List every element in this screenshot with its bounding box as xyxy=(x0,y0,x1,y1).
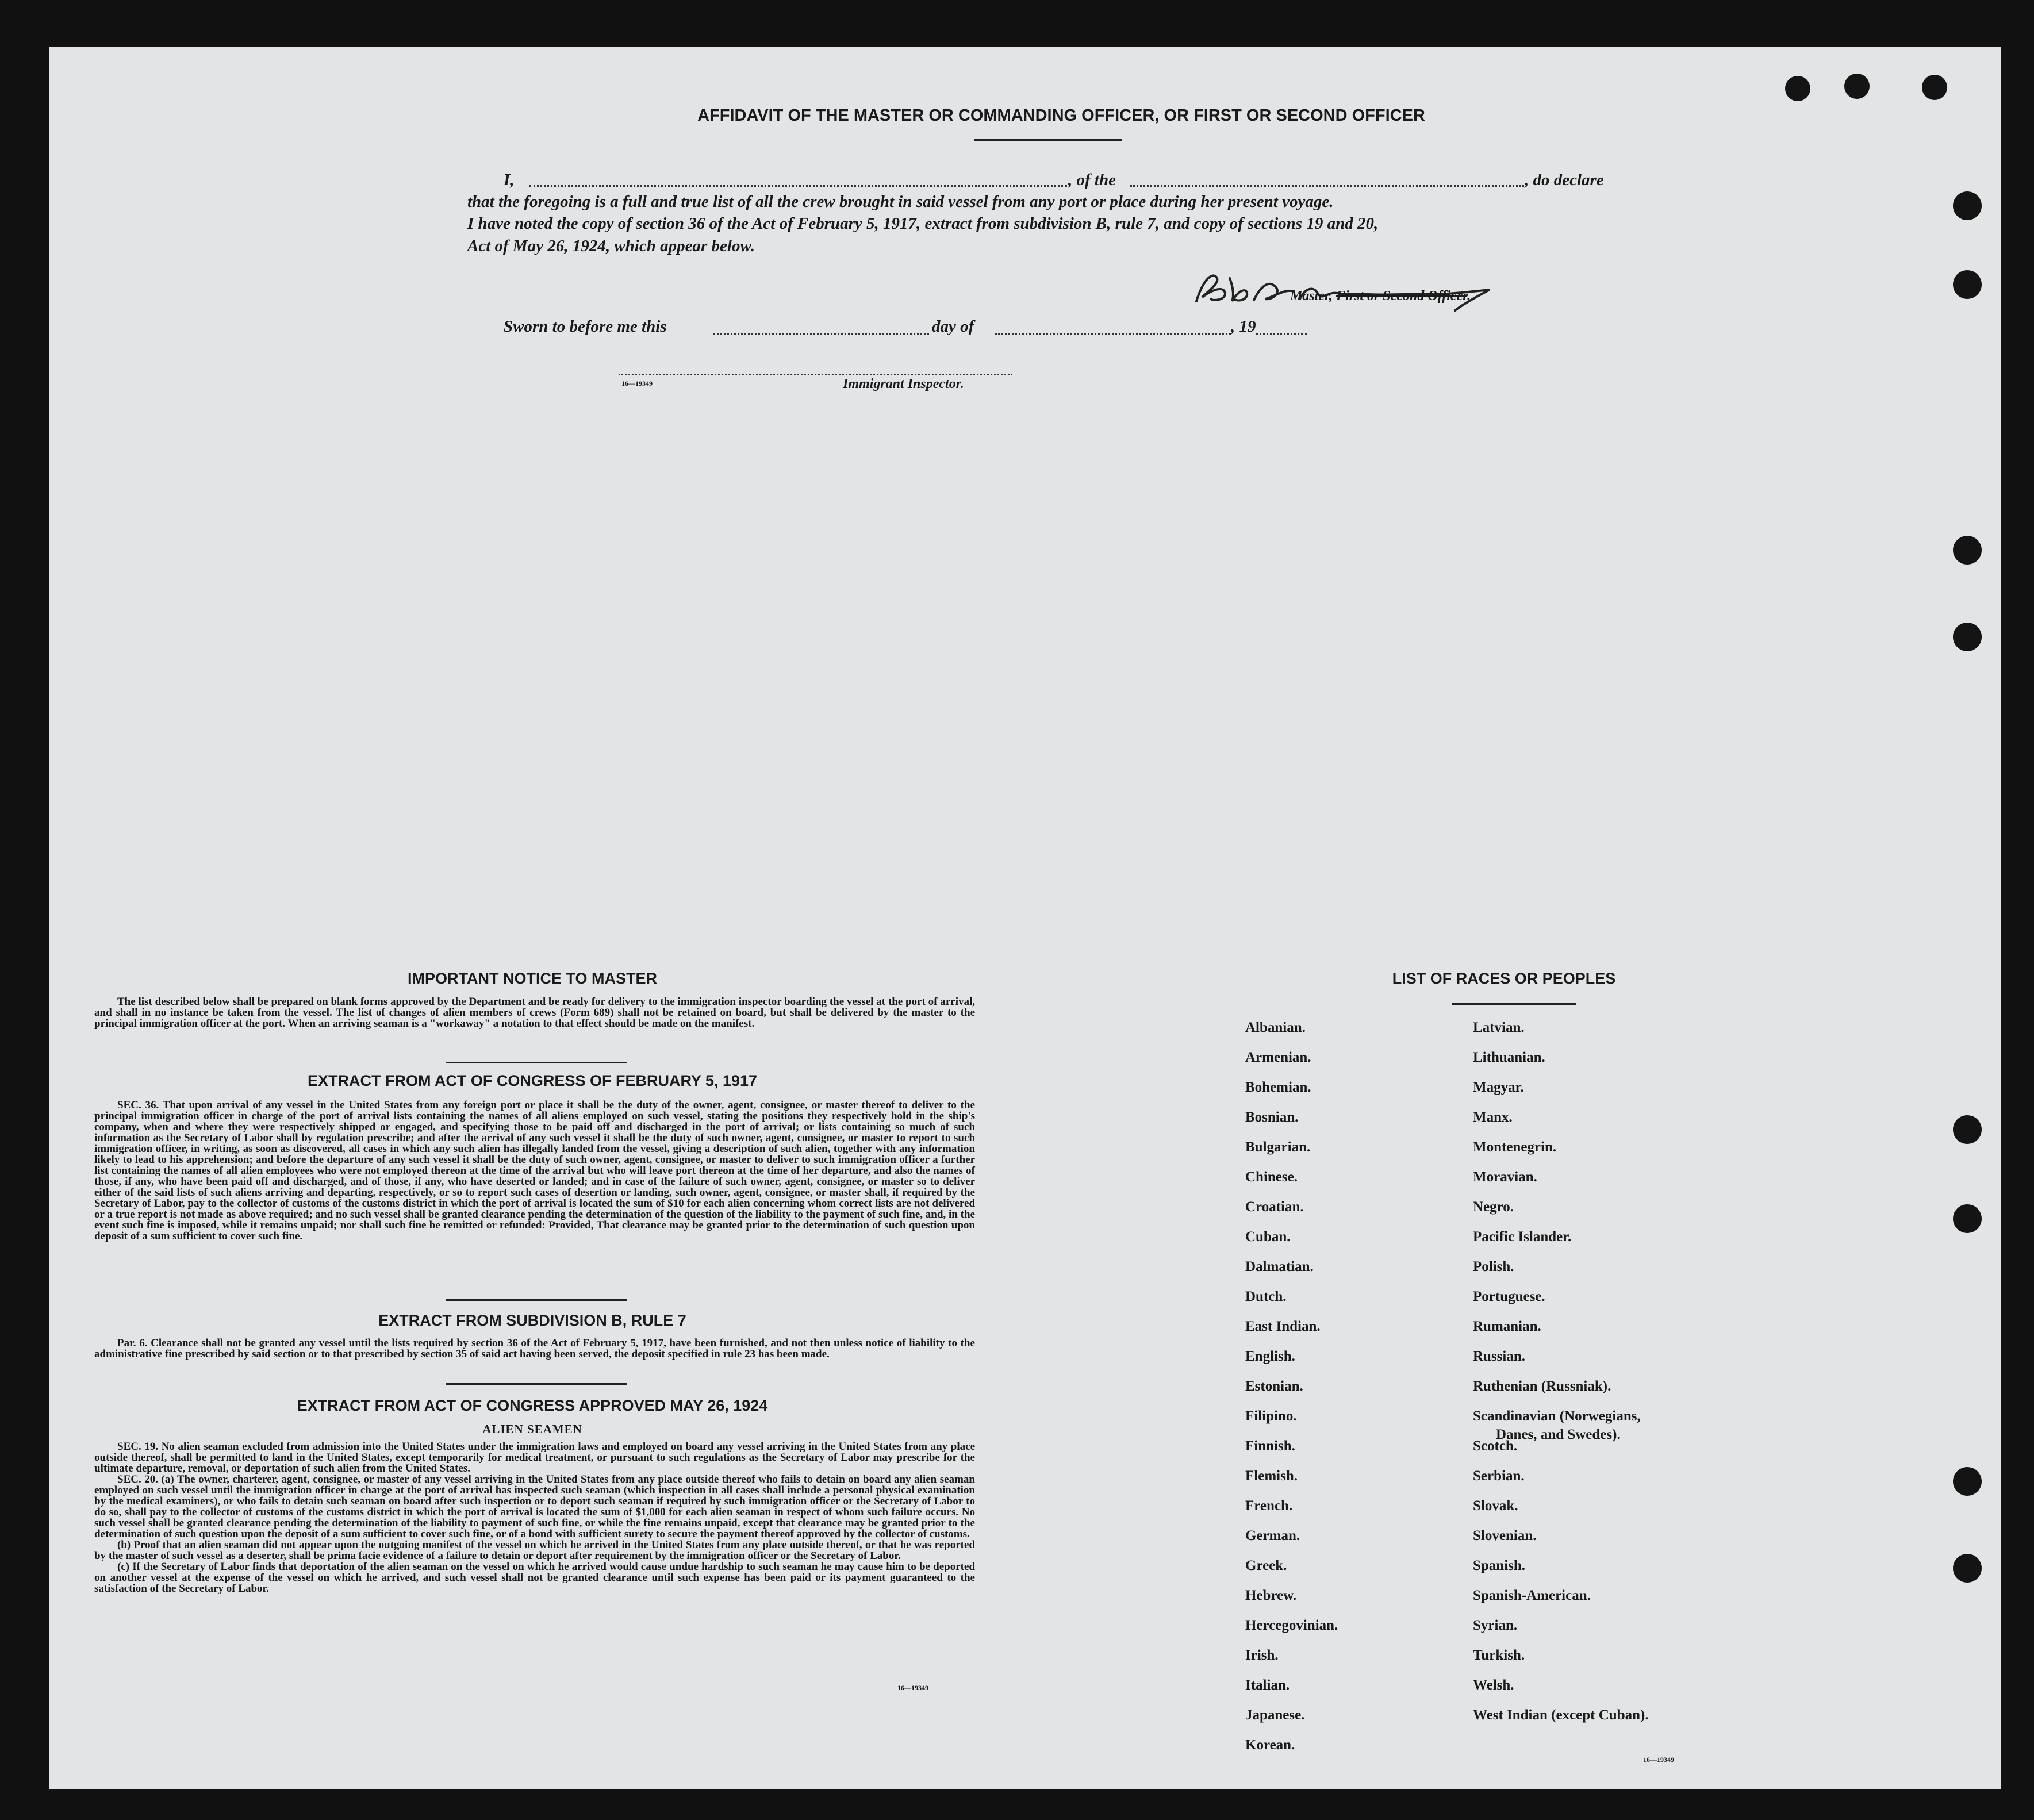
punch-hole xyxy=(1953,536,1982,565)
race-item: Montenegrin. xyxy=(1473,1139,1557,1155)
sworn-year-field[interactable] xyxy=(1256,333,1307,335)
title-divider xyxy=(974,139,1122,141)
extract-1924-subtitle: ALIEN SEAMEN xyxy=(482,1422,582,1436)
race-item: Pacific Islander. xyxy=(1473,1229,1572,1245)
race-item: Korean. xyxy=(1245,1737,1295,1753)
rule7-body: Par. 6. Clearance shall not be granted any vessel until the lists required by section 36 of the Act of February 5, 1917, have been furnished, and not then unless notice of liability to the administrative fine prescribed by said section or to that prescribed by section 35 of said act having been served, the deposit specified in rule 23 has been made. xyxy=(94,1337,975,1360)
race-item: Japanese. xyxy=(1245,1707,1305,1723)
race-item: Filipino. xyxy=(1245,1408,1297,1424)
race-item: Syrian. xyxy=(1473,1618,1518,1633)
declarant-name-field[interactable] xyxy=(529,185,1067,187)
race-item: French. xyxy=(1245,1498,1293,1514)
affidavit-line-3: I have noted the copy of section 36 of the Act of February 5, 1917, extract from subdivision B, rule 7, and copy of sections 19 and 20, xyxy=(467,214,1379,233)
race-item: Bohemian. xyxy=(1245,1080,1311,1095)
extract-form-number: 16—19349 xyxy=(897,1684,928,1692)
punch-hole xyxy=(1953,1204,1982,1233)
race-item: Russian. xyxy=(1473,1349,1526,1364)
sworn-label: Sworn to before me this xyxy=(504,317,667,336)
extract-1924-body xyxy=(94,1441,975,1594)
race-item: Hercegovinian. xyxy=(1245,1618,1338,1633)
race-item: Moravian. xyxy=(1473,1169,1537,1185)
declare-label: , do declare xyxy=(1525,171,1604,189)
race-item: Slovak. xyxy=(1473,1498,1518,1514)
race-item: Lithuanian. xyxy=(1473,1050,1545,1065)
race-item: Irish. xyxy=(1245,1648,1279,1663)
rule7-title: EXTRACT FROM SUBDIVISION B, RULE 7 xyxy=(378,1312,686,1329)
notice-title: IMPORTANT NOTICE TO MASTER xyxy=(408,970,657,987)
races-divider xyxy=(1452,1003,1576,1005)
day-of-label: day of xyxy=(932,317,974,336)
section-19: SEC. 19. No alien seaman excluded from admission into the United States under the immigration laws and employed on board any vessel arriving in the United States from any place outside thereof, shall be permitted to land in the United States, except temporarily for medical treatment, or pursuant to such regulations as the Secretary of Labor may prescribe for the ultimate departure, removal, or deportation of such alien from the United States. xyxy=(94,1441,975,1475)
race-item: Welsh. xyxy=(1473,1677,1514,1693)
year-prefix-label: , 19 xyxy=(1231,317,1256,336)
race-item: Croatian. xyxy=(1245,1199,1304,1215)
race-item: Latvian. xyxy=(1473,1020,1525,1035)
section-20a: SEC. 20. (a) The owner, charterer, agent, consignee, or master of any vessel arriving in the United States from any place outside thereof who fails to detain on board any alien seaman employed on such vessel until the immigration officer in charge at the port of arrival has inspected such seaman (which inspection in all cases shall include a personal physical examination by the medical examiners), or who fails to detain such seaman on board after such inspection or to deport such seaman if required by such immigration officer or the Secretary of Labor to do so, shall pay to the collector of customs of the customs district in which the port of arrival is located the sum of $1,000 for each alien seaman in respect of whom such failure occurs. No such vessel shall be granted clearance pending the determination of the liability to payment of such fine, or while the fine remains unpaid, except that clearance may be granted prior to the determination of such question upon the deposit of a sum sufficient to cover such fine, or of a bond with sufficient surety to secure the payment thereof approved by the collector of customs. xyxy=(94,1473,975,1540)
race-item: Bulgarian. xyxy=(1245,1139,1311,1155)
sworn-day-field[interactable] xyxy=(713,333,929,335)
section-20b: (b) Proof that an alien seaman did not appear upon the outgoing manifest of the vessel on which he arrived in the United States from any place outside thereof, or that he was reported by the master of such vessel as a deserter, shall be prima facie evidence of a failure to detain or deport after requirement by the immigration officer or the Secretary of Labor. xyxy=(94,1539,975,1562)
race-item: Serbian. xyxy=(1473,1468,1525,1484)
race-item: Turkish. xyxy=(1473,1648,1525,1663)
signature-caption: Master, First or Second Officer. xyxy=(1290,289,1471,304)
race-item: English. xyxy=(1245,1349,1295,1364)
race-item: Magyar. xyxy=(1473,1080,1524,1095)
race-item: Flemish. xyxy=(1245,1468,1298,1484)
divider-3 xyxy=(446,1383,627,1385)
extract-1917-title: EXTRACT FROM ACT OF CONGRESS OF FEBRUARY 5, 1917 xyxy=(307,1072,758,1089)
punch-hole xyxy=(1953,191,1982,220)
race-item: Albanian. xyxy=(1245,1020,1306,1035)
race-item: Scandinavian (Norwegians, xyxy=(1473,1408,1641,1424)
race-item: Rumanian. xyxy=(1473,1319,1541,1334)
extract-1917-body: SEC. 36. That upon arrival of any vessel in the United States from any foreign port or place it shall be the duty of the owner, agent, consignee, or master thereof to deliver to the principal immigration officer in charge of the port of arrival lists containing the names of all aliens employed on such vessel, stating the positions they respectively hold in the ship's company, when and where they were respectively shipped or engaged, and specifying those to be paid off and discharged in the port of arrival; or lists containing so much of such information as the Secretary of Labor shall by regulation prescribe; and after the arrival of any such vessel it shall be the duty of such owner, agent, consignee, or master to report to such immigration officer, in writing, as soon as discovered, all cases in which any such alien has illegally landed from the vessel, giving a description of such alien, together with any information likely to lead to his apprehension; and before the departure of any such vessel it shall be the duty of such owner, agent, consignee, or master to deliver to such immigration officer a further list containing the names of all alien employees who were not employed thereon at the time of the arrival but who will leave port thereon at the time of her departure, and also the names of those, if any, who have been paid off and discharged, and of those, if any, who have deserted or landed; and in case of the failure of such owner, agent, consignee, or master so to deliver either of the said lists of such aliens arriving and departing, respectively, or so to report such cases of desertion or landing, such owner, agent, consignee, or master shall, if required by the Secretary of Labor, pay to the collector of customs of the customs district in which the port of arrival is located the sum of $10 for each alien concerning whom correct lists are not delivered or a true report is not made as above required; and no such vessel shall be granted clearance pending the determination of the question of the liability to the payment of such fine, and, in the event such fine is imposed, while it remains unpaid; nor shall such fine be remitted or refunded: Provided, That clearance may be granted prior to the determination of such question upon deposit of a sum sufficient to cover such fine. xyxy=(94,1099,975,1242)
race-item: West Indian (except Cuban). xyxy=(1473,1707,1649,1723)
race-item: Bosnian. xyxy=(1245,1109,1299,1125)
affidavit-title: AFFIDAVIT OF THE MASTER OR COMMANDING OFFICER, OR FIRST OR SECOND OFFICER xyxy=(697,106,1425,125)
sworn-month-field[interactable] xyxy=(995,333,1231,335)
race-item: Chinese. xyxy=(1245,1169,1298,1185)
inspector-label: Immigrant Inspector. xyxy=(843,377,964,391)
affidavit-line-2: that the foregoing is a full and true list of all the crew brought in said vessel from any port or place during her present voyage. xyxy=(467,193,1334,211)
extract-1924-title: EXTRACT FROM ACT OF CONGRESS APPROVED MAY 26, 1924 xyxy=(297,1397,768,1414)
race-item: Dutch. xyxy=(1245,1289,1287,1304)
declarant-label: I, xyxy=(504,171,515,189)
race-item: Estonian. xyxy=(1245,1379,1303,1394)
divider-1 xyxy=(446,1062,627,1063)
race-item: Spanish. xyxy=(1473,1558,1526,1573)
punch-hole xyxy=(1953,1115,1982,1144)
races-title: LIST OF RACES OR PEOPLES xyxy=(1392,970,1616,987)
race-item: Negro. xyxy=(1473,1199,1514,1215)
punch-hole xyxy=(1922,75,1947,100)
punch-hole xyxy=(1953,623,1982,651)
inspector-signature-field[interactable] xyxy=(619,374,1012,375)
punch-hole xyxy=(1953,270,1982,299)
race-item: Dalmatian. xyxy=(1245,1259,1314,1274)
affidavit-line-4: Act of May 26, 1924, which appear below. xyxy=(467,237,755,255)
race-item: Manx. xyxy=(1473,1109,1513,1125)
section-20c: (c) If the Secretary of Labor finds that deportation of the alien seaman on the vessel on which he arrived would cause undue hardship to such seaman he may cause him to be deported on another vessel at the expense of the vessel on which he arrived, and such vessel shall not be granted clearance until such expense has been paid or its payment guaranteed to the satisfaction of the Secretary of Labor. xyxy=(94,1561,975,1595)
punch-hole xyxy=(1953,1554,1982,1583)
race-item: Finnish. xyxy=(1245,1438,1295,1454)
races-form-number: 16—19349 xyxy=(1643,1756,1674,1764)
form-sheet xyxy=(49,47,2001,1789)
race-item: Hebrew. xyxy=(1245,1588,1297,1603)
punch-hole xyxy=(1785,76,1810,101)
notice-body: The list described below shall be prepared on blank forms approved by the Department and be ready for delivery to the immigration inspector boarding the vessel at the port of arrival, and shall in no instance be taken from the vessel. The list of changes of alien members of crews (Form 689) shall not be retained on board, but shall be delivered by the master to the principal immigration officer at the port. When an arriving seaman is a "workaway" a notation to that effect should be made on the manifest. xyxy=(94,996,975,1030)
affidavit-form-number: 16—19349 xyxy=(621,379,653,387)
divider-2 xyxy=(446,1299,627,1301)
race-item: German. xyxy=(1245,1528,1300,1543)
race-item: Spanish-American. xyxy=(1473,1588,1591,1603)
race-item: Cuban. xyxy=(1245,1229,1291,1245)
race-item: Danes, and Swedes). xyxy=(1496,1427,1621,1442)
vessel-name-field[interactable] xyxy=(1130,185,1524,187)
race-item: Armenian. xyxy=(1245,1050,1311,1065)
vessel-label: , of the xyxy=(1068,171,1116,189)
punch-hole xyxy=(1953,1467,1982,1496)
race-item: East Indian. xyxy=(1245,1319,1321,1334)
race-item: Slovenian. xyxy=(1473,1528,1537,1543)
race-item: Polish. xyxy=(1473,1259,1514,1274)
race-item: Scotch. xyxy=(1473,1438,1518,1454)
race-item: Greek. xyxy=(1245,1558,1287,1573)
race-item: Italian. xyxy=(1245,1677,1290,1693)
race-item: Portuguese. xyxy=(1473,1289,1545,1304)
race-item: Ruthenian (Russniak). xyxy=(1473,1379,1611,1394)
punch-hole xyxy=(1844,74,1870,99)
